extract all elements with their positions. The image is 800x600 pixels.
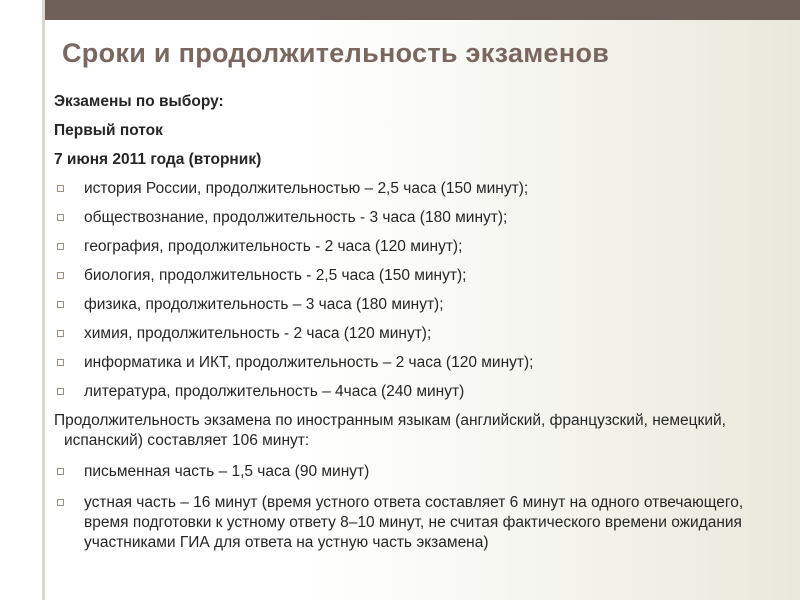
square-bullet-icon [57, 185, 64, 192]
top-accent-bar [45, 0, 800, 20]
exam-item-text: информатика и ИКТ, продолжительность – 2 часа (120 минут); [84, 354, 534, 371]
heading-exam-date: 7 июня 2011 года (вторник) [54, 151, 262, 168]
foreign-item-oral [54, 493, 784, 553]
foreign-item-written [54, 462, 784, 482]
square-bullet-icon [57, 468, 64, 475]
exam-item-text: история России, продолжительностью – 2,5 часа (150 минут); [84, 180, 529, 197]
exam-item-physics [54, 295, 784, 315]
square-bullet-icon [57, 330, 64, 337]
exam-item-informatics [54, 353, 784, 373]
heading-exams-choice: Экзамены по выбору: [54, 93, 224, 110]
exam-item-text: биология, продолжительность - 2,5 часа (150 минут); [84, 267, 467, 284]
exam-item-geography [54, 237, 784, 257]
exam-item-text: физика, продолжительность – 3 часа (180 минут); [84, 296, 444, 313]
square-bullet-icon [57, 214, 64, 221]
slide-title: Сроки и продолжительность экзаменов [62, 38, 610, 68]
exam-item-text: обществознание, продолжительность - 3 часа (180 минут); [84, 209, 508, 226]
heading-first-stream: Первый поток [54, 122, 163, 139]
square-bullet-icon [57, 359, 64, 366]
exam-item-literature [54, 382, 784, 402]
square-bullet-icon [57, 301, 64, 308]
exam-item-biology [54, 266, 784, 286]
square-bullet-icon [57, 388, 64, 395]
square-bullet-icon [57, 272, 64, 279]
exam-item-text: литература, продолжительность – 4часа (240 минут) [84, 383, 465, 400]
square-bullet-icon [57, 499, 64, 506]
exam-item-chemistry [54, 324, 784, 344]
left-divider [42, 0, 45, 600]
foreign-language-note: Продолжительность экзамена по иностранным языкам (английский, французский, немецкий, испанский) составляет 106 минут: [54, 412, 726, 449]
foreign-item-text: устная часть – 16 минут (время устного ответа составляет 6 минут на одного отвечающего, время подготовки к устному ответу 8–10 минут, не считая фактического времени ожидания участниками ГИА для ответа на устную часть экзамена) [84, 494, 744, 551]
exam-item-social-studies [54, 208, 784, 228]
foreign-item-text: письменная часть – 1,5 часа (90 минут) [84, 463, 370, 480]
square-bullet-icon [57, 243, 64, 250]
exam-item-history [54, 179, 784, 199]
exam-item-text: химия, продолжительность - 2 часа (120 минут); [84, 325, 432, 342]
exam-item-text: география, продолжительность - 2 часа (120 минут); [84, 238, 463, 255]
slide-content [54, 92, 784, 564]
